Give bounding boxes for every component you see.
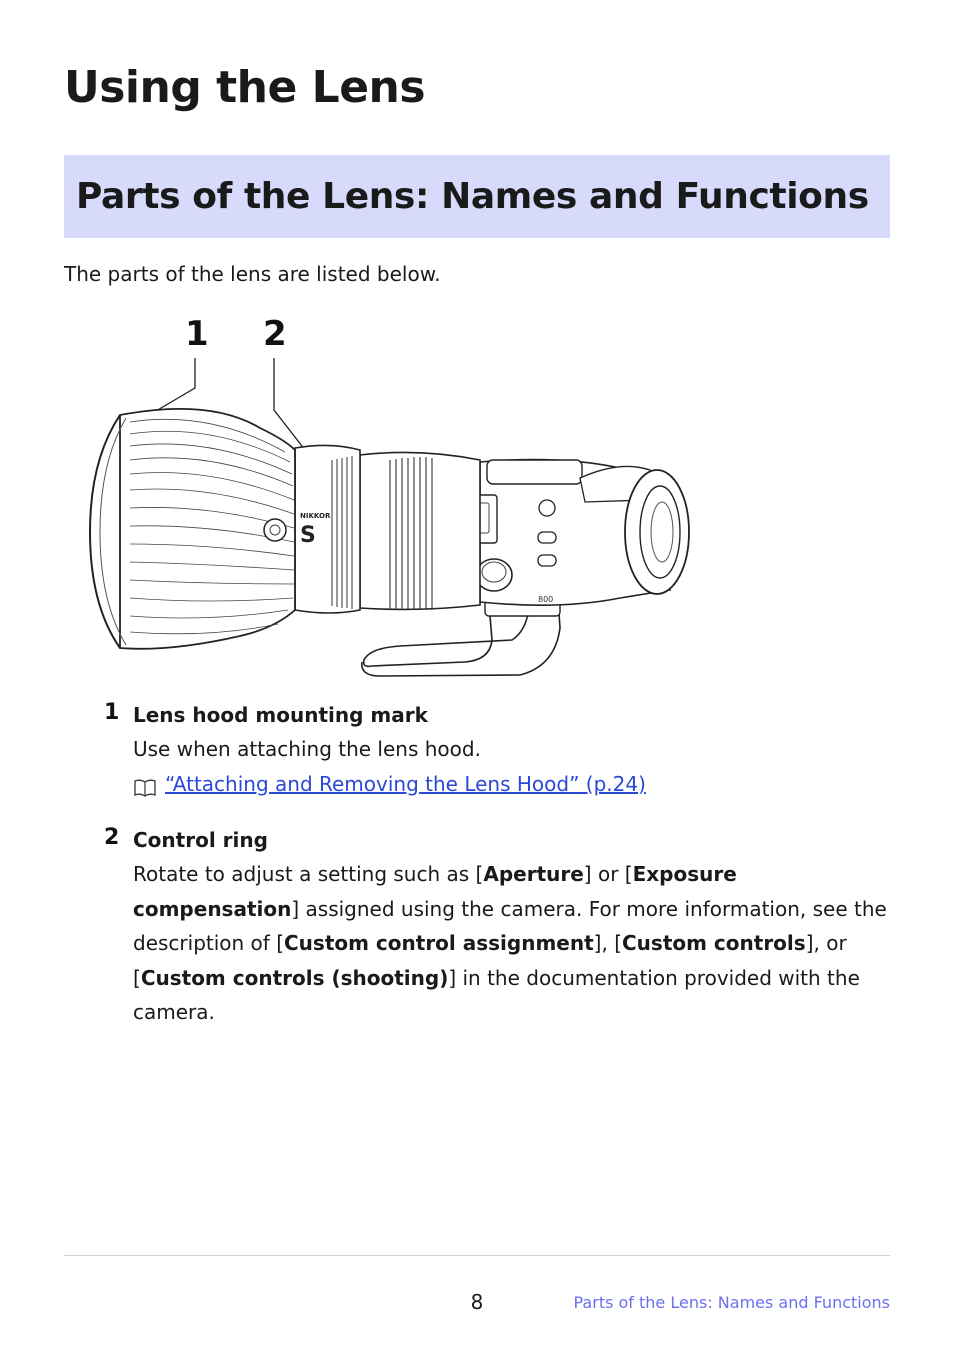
text-run: ] or [: [583, 862, 633, 886]
parts-item-2: [104, 825, 894, 1030]
intro-text: The parts of the lens are listed below.: [64, 262, 441, 286]
item-description: Use when attaching the lens hood.: [133, 737, 481, 761]
hood-lock-knob: [264, 519, 286, 541]
lens-illustration: [60, 310, 700, 685]
item-title: Lens hood mounting mark: [133, 703, 428, 727]
item-number: 1: [104, 700, 120, 725]
tripod-handle: [487, 460, 582, 484]
item-description: [133, 857, 894, 1030]
parts-item-1: [104, 700, 894, 801]
item-title: Control ring: [133, 828, 268, 852]
focal-length-label: 800: [538, 595, 554, 604]
footer-divider: [64, 1255, 890, 1256]
text-run: Rotate to adjust a setting such as [: [133, 862, 484, 886]
text-run: ], [: [593, 931, 622, 955]
setting-aperture: Aperture: [483, 862, 584, 886]
footer-section-title: Parts of the Lens: Names and Functions: [573, 1293, 890, 1312]
page-title: Using the Lens: [64, 62, 426, 113]
setting-custom-control-assignment: Custom control assignment: [284, 931, 594, 955]
mount-core: [651, 502, 673, 562]
memory-set-button: [539, 500, 555, 516]
collar-locking-knob: [476, 559, 512, 591]
lens-brand-label: NIKKOR: [300, 512, 331, 520]
section-title: Parts of the Lens: Names and Functions: [76, 176, 869, 217]
cross-reference: [133, 767, 894, 801]
item-number: 2: [104, 825, 120, 850]
text-run: ], or [: [133, 931, 847, 990]
limit-switch: [538, 555, 556, 566]
setting-custom-controls-shooting: Custom controls (shooting): [140, 965, 449, 990]
lens-s-mark: S: [300, 523, 316, 548]
section-heading-band: [64, 155, 890, 238]
text-run: ] assigned using the camera. For more information, see the description of [: [133, 896, 887, 955]
lens-diagram: [60, 310, 700, 685]
page-number: 8: [470, 1290, 484, 1314]
focus-mode-switch: [538, 532, 556, 543]
callout-number-1: 1: [185, 314, 209, 354]
book-icon: [133, 774, 157, 794]
callout-number-2: 2: [263, 314, 287, 354]
hood-front-rim: [90, 415, 120, 648]
setting-custom-controls: Custom controls: [622, 931, 806, 955]
setting-exposure-compensation: Exposure compensation: [133, 862, 737, 921]
text-run: ] in the documentation provided with the camera.: [133, 965, 860, 1024]
lens-hood-link[interactable]: “Attaching and Removing the Lens Hood” (p.24): [165, 771, 646, 796]
